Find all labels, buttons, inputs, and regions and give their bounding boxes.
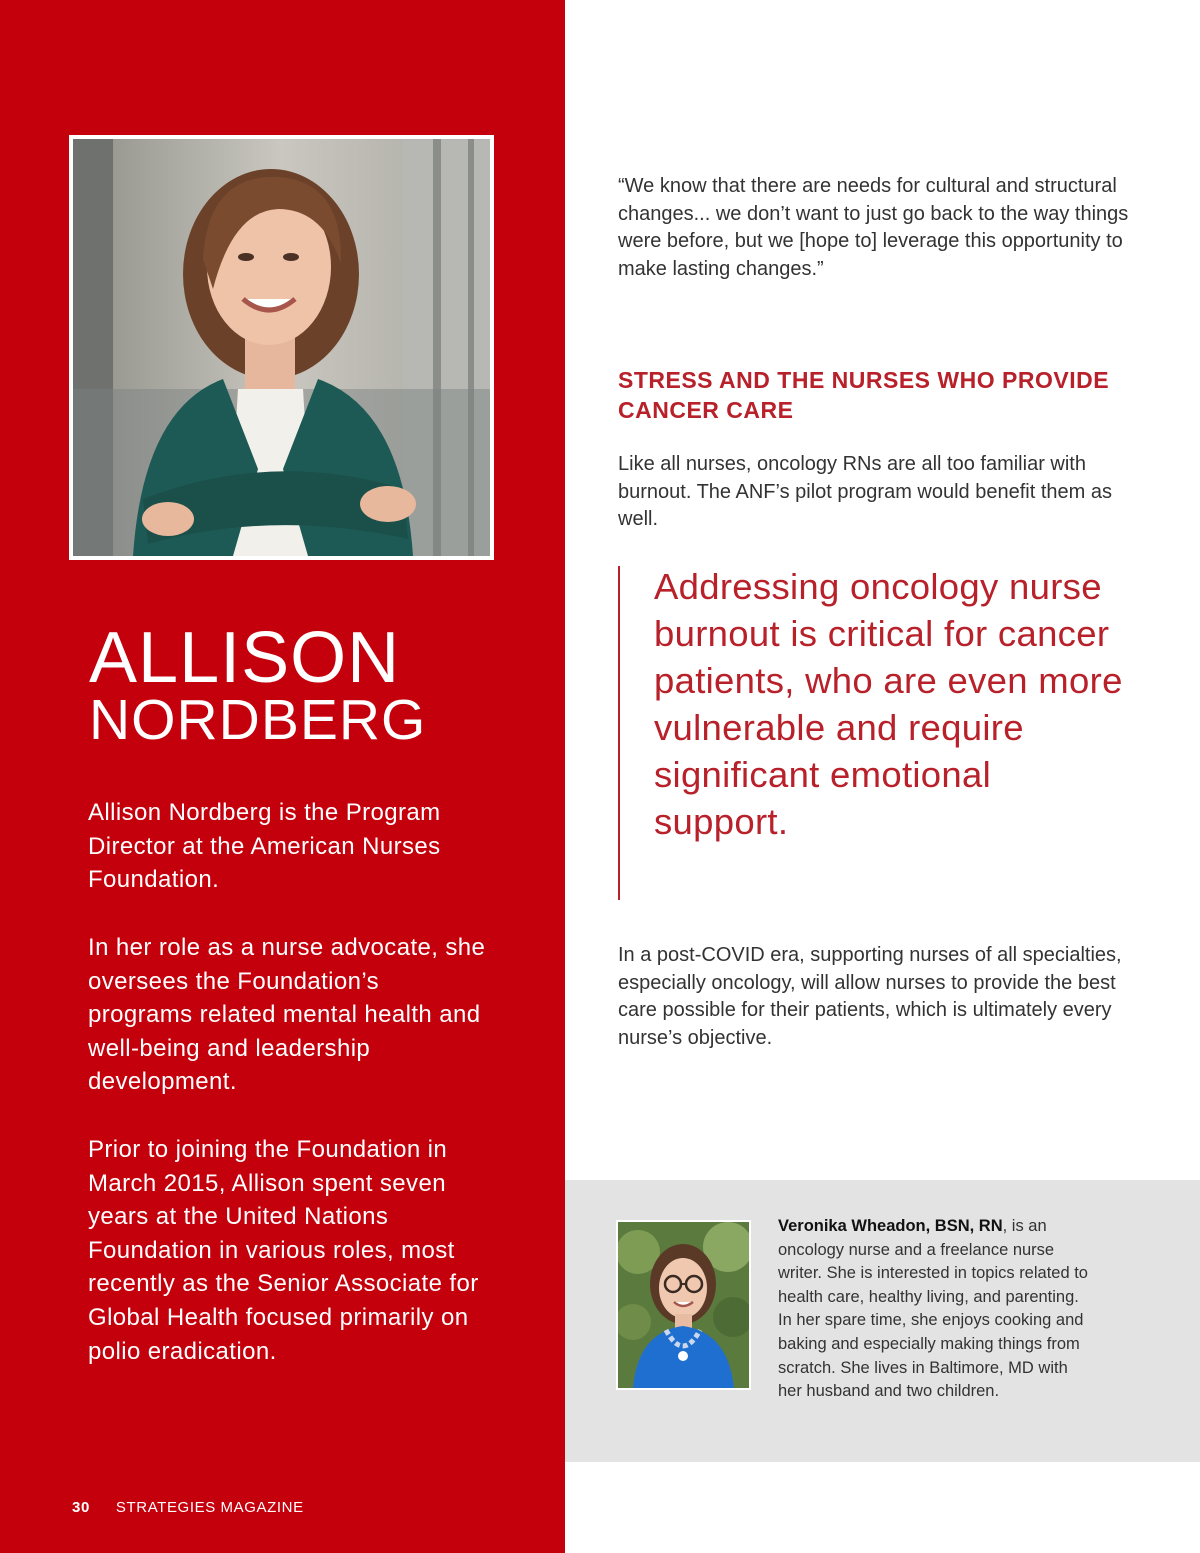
article-quote: “We know that there are needs for cultural and structural changes... we don’t want to just go back to the way things were before, but we [hope to] leverage this opportunity to make lasting changes.” [618, 175, 1129, 280]
author-photo [616, 1220, 751, 1390]
section-heading: STRESS AND THE NURSES WHO PROVIDE CANCER CARE [618, 367, 1110, 423]
profile-photo-image [73, 139, 490, 556]
author-bio [778, 1215, 1093, 1404]
page-footer [72, 1499, 304, 1516]
profile-bio-paragraph: Prior to joining the Foundation in March 2015, Allison spent seven years at the United Nations Foundation in various roles, most recently as the Senior Associate for Global Health focused primarily on polio eradication. [88, 1136, 479, 1365]
pullquote-rule [618, 566, 620, 900]
profile-panel [0, 0, 565, 1553]
profile-photo [69, 135, 494, 560]
page-number: 30 [72, 1499, 90, 1516]
pullquote: Addressing oncology nurse burnout is critical for cancer patients, who are even more vulnerable and require significant emotional support. [654, 566, 1123, 842]
profile-first-name: ALLISON [89, 618, 401, 698]
publication-name: STRATEGIES MAGAZINE [115, 1499, 304, 1516]
article-paragraph: In a post-COVID era, supporting nurses of all specialties, especially oncology, will allow nurses to provide the best care possible for their patients, which is ultimately every nurse’s objective. [618, 944, 1122, 1049]
author-bio-text: , is an oncology nurse and a freelance nurse writer. She is interested in topics related to health care, healthy living, and parenting. In her spare time, she enjoys cooking and baking and especially making things from scratch. She lives in Baltimore, MD with her husband and two children. [778, 1217, 1088, 1401]
article-paragraph: Like all nurses, oncology RNs are all too familiar with burnout. The ANF’s pilot program would benefit them as well. [618, 453, 1112, 530]
author-box [565, 1180, 1200, 1462]
profile-bio-paragraph: Allison Nordberg is the Program Director at the American Nurses Foundation. [88, 799, 441, 894]
profile-last-name: NORDBERG [89, 688, 427, 752]
profile-bio-paragraph: In her role as a nurse advocate, she oversees the Foundation’s programs related mental health and well-being and leadership development. [88, 934, 486, 1096]
author-name: Veronika Wheadon, BSN, RN [778, 1217, 1003, 1235]
author-photo-image [618, 1222, 749, 1388]
